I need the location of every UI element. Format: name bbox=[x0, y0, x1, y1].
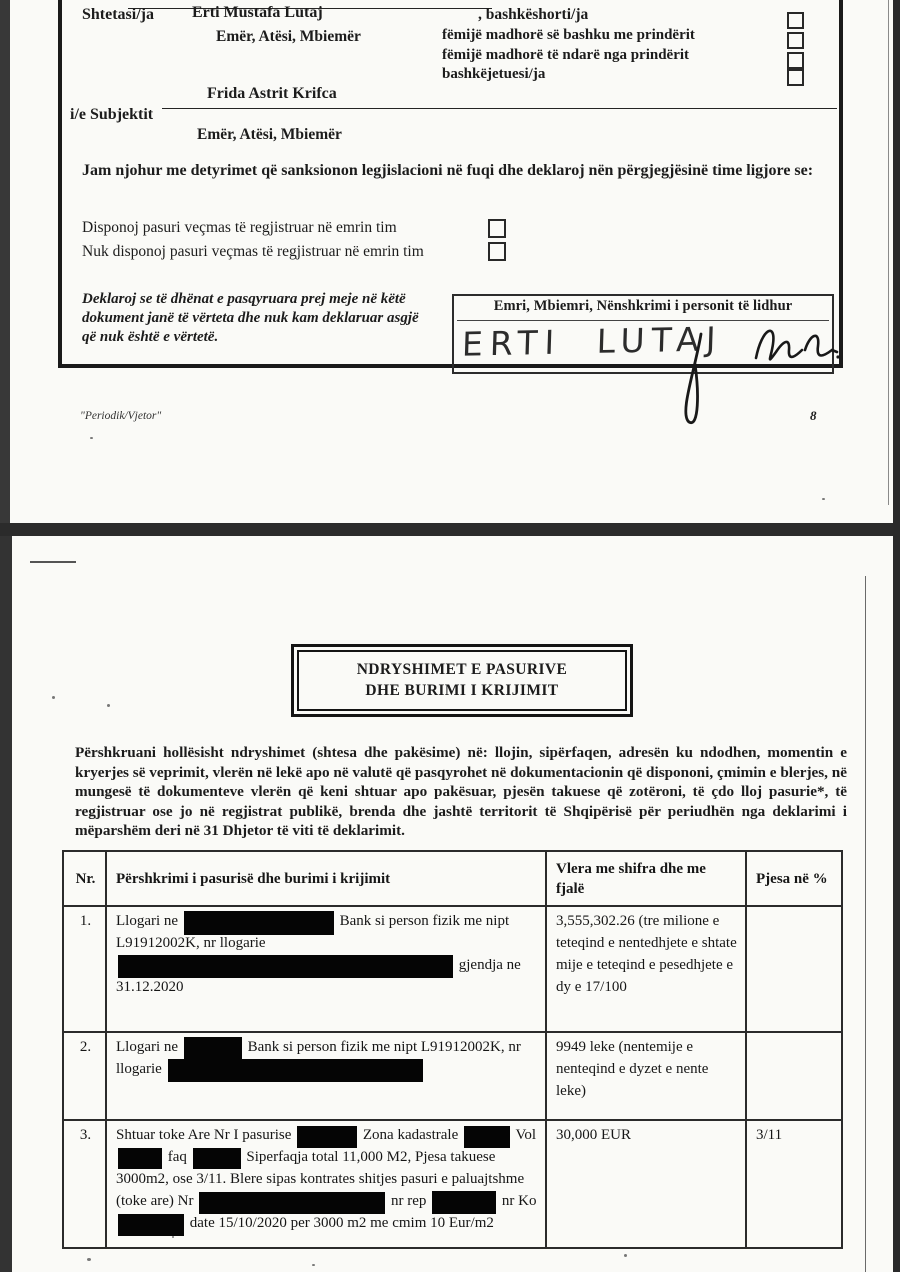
redaction-box bbox=[297, 1126, 357, 1148]
citizen-name: Erti Mustafa Lutaj bbox=[192, 4, 323, 21]
section-title-box bbox=[291, 644, 633, 717]
header-description: Përshkrimi i pasurisë dhe burimi i krijimit bbox=[106, 851, 546, 906]
scan-edge-line bbox=[888, 0, 889, 505]
table-row bbox=[63, 1032, 842, 1120]
row-nr: 3. bbox=[63, 1120, 106, 1248]
scan-edge-left-top bbox=[0, 0, 10, 523]
row-description: Shtuar toke Are Nr I pasurise Zona kadastrale Vol faq Siperfaqja total 11,000 M2, Pjesa takuese 3000m2, ose 3/11. Blere sipas kontrates shitjes pasuri e paluajtshme (toke are) Nr nr rep nr Ko date 15/10/2020 per 3000 m2 me cmim 10 Eur/m2 bbox=[106, 1120, 546, 1248]
section-title-line-1: NDRYSHIMET E PASURIVE bbox=[356, 661, 568, 678]
row-value: 3,555,302.26 (tre milione e teteqind e nentedhjete e shtate mije e teteqind e pesedhjete e dy e 17/100 bbox=[546, 906, 746, 1032]
option-not-owns-label: Nuk disponoj pasuri veçmas të regjistruar në emrin tim bbox=[82, 243, 424, 260]
subject-label: i/e Subjektit bbox=[70, 106, 154, 123]
redaction-box bbox=[184, 911, 334, 935]
checkbox-spouse bbox=[787, 12, 804, 29]
signature-box-title: Emri, Mbiemri, Nënshkrimi i personit të lidhur bbox=[493, 298, 793, 314]
subject-fill-line bbox=[162, 108, 837, 109]
row-share bbox=[746, 906, 842, 1032]
relation-option-2: fëmijë madhorë të ndarë nga prindërit bbox=[442, 47, 690, 63]
redaction-box bbox=[193, 1148, 241, 1169]
header-value: Vlera me shifra dhe me fjalë bbox=[546, 851, 746, 906]
form-border-left bbox=[58, 0, 62, 367]
page-1 bbox=[10, 0, 893, 523]
spouse-label: , bashkëshorti/ja bbox=[478, 6, 589, 23]
page-2 bbox=[12, 536, 893, 1272]
redaction-box bbox=[118, 955, 453, 978]
instructions-text: Përshkruani hollësisht ndryshimet (shtesa dhe pakësime) në: llojin, sipërfaqen, adresën ku ndodhen, momentin e kryerjes së veprimit, vlerën në lekë apo në valutë që pasqyrohet në dokumentacionin që dispononi, çmimin e blerjes, në mungesë të dokumenteve vlerën që keni shtuar apo pakësuar, pjesën takuese që zotëroni, të çdo lloj pasurie*, të regjistruar ose jo në regjistrat publikë, brenda dhe jashtë territorit të Shqipërisë për periudhën nga deklarimi i mëparshëm deri në 31 Dhjetor të viti të deklarimit. bbox=[75, 744, 847, 839]
redaction-box bbox=[432, 1191, 496, 1214]
checkbox-children-together bbox=[787, 32, 804, 49]
checkbox-children-separate bbox=[787, 52, 804, 69]
scan-dash bbox=[30, 561, 76, 563]
row-value: 30,000 EUR bbox=[546, 1120, 746, 1248]
table-row bbox=[63, 1120, 842, 1248]
assets-table bbox=[62, 850, 843, 1249]
page-gap-band bbox=[0, 523, 900, 536]
checkbox-owns bbox=[488, 219, 506, 238]
signature-descender bbox=[665, 330, 735, 430]
row-share: 3/11 bbox=[746, 1120, 842, 1248]
scan-edge-right bbox=[893, 0, 900, 1272]
checkbox-not-owns bbox=[488, 242, 506, 261]
row-nr: 1. bbox=[63, 906, 106, 1032]
citizen-label: Shtetasi/ja bbox=[82, 6, 154, 23]
row-value: 9949 leke (nentemije e nenteqind e dyzet e nente leke) bbox=[546, 1032, 746, 1120]
table-header-row bbox=[63, 851, 842, 906]
footer-form-type: "Periodik/Vjetor" bbox=[80, 410, 162, 422]
redaction-box bbox=[168, 1059, 423, 1082]
redaction-box bbox=[184, 1037, 242, 1061]
footer-page-number: 8 bbox=[810, 408, 817, 423]
statement-text: Jam njohur me detyrimet që sanksionon legjislacioni në fuqi dhe deklaroj nën përgjegjësinë time ligjore se: bbox=[82, 162, 814, 179]
subject-name: Frida Astrit Krifca bbox=[207, 85, 337, 102]
section-title-line-2: DHE BURIMI I KRIJIMIT bbox=[365, 682, 559, 699]
row-share bbox=[746, 1032, 842, 1120]
option-owns-label: Disponoj pasuri veçmas të regjistruar në emrin tim bbox=[82, 219, 397, 236]
header-nr: Nr. bbox=[63, 851, 106, 906]
row-nr: 2. bbox=[63, 1032, 106, 1120]
relation-option-3: bashkëjetuesi/ja bbox=[442, 66, 546, 82]
header-share: Pjesa në % bbox=[746, 851, 842, 906]
signature-flourish bbox=[750, 310, 840, 380]
declaration-text: Deklaroj se të dhënat e pasqyruara prej meje në këtë dokument janë të vërteta dhe nuk kam deklaruar asgjë që nuk është e vërtetë. bbox=[82, 291, 419, 345]
row-description: Llogari ne Bank si person fizik me nipt L91912002K, nr llogarie gjendja ne 31.12.2020 bbox=[106, 906, 546, 1032]
row-description: Llogari ne Bank si person fizik me nipt L91912002K, nr llogarie bbox=[106, 1032, 546, 1120]
checkbox-cohabitant bbox=[787, 69, 804, 86]
redaction-box bbox=[199, 1192, 385, 1214]
redaction-box bbox=[464, 1126, 510, 1148]
name-caption-bottom: Emër, Atësi, Mbiemër bbox=[197, 126, 342, 143]
table-row bbox=[63, 906, 842, 1032]
scan-edge-line-2 bbox=[865, 576, 866, 1272]
redaction-box bbox=[118, 1148, 162, 1169]
relation-option-1: fëmijë madhorë së bashku me prindërit bbox=[442, 27, 695, 43]
handwritten-name: ERTI LUTAJ bbox=[461, 319, 724, 364]
name-caption-top: Emër, Atësi, Mbiemër bbox=[216, 28, 361, 45]
scan-edge-left-bottom bbox=[0, 536, 12, 1272]
redaction-box bbox=[118, 1214, 184, 1236]
